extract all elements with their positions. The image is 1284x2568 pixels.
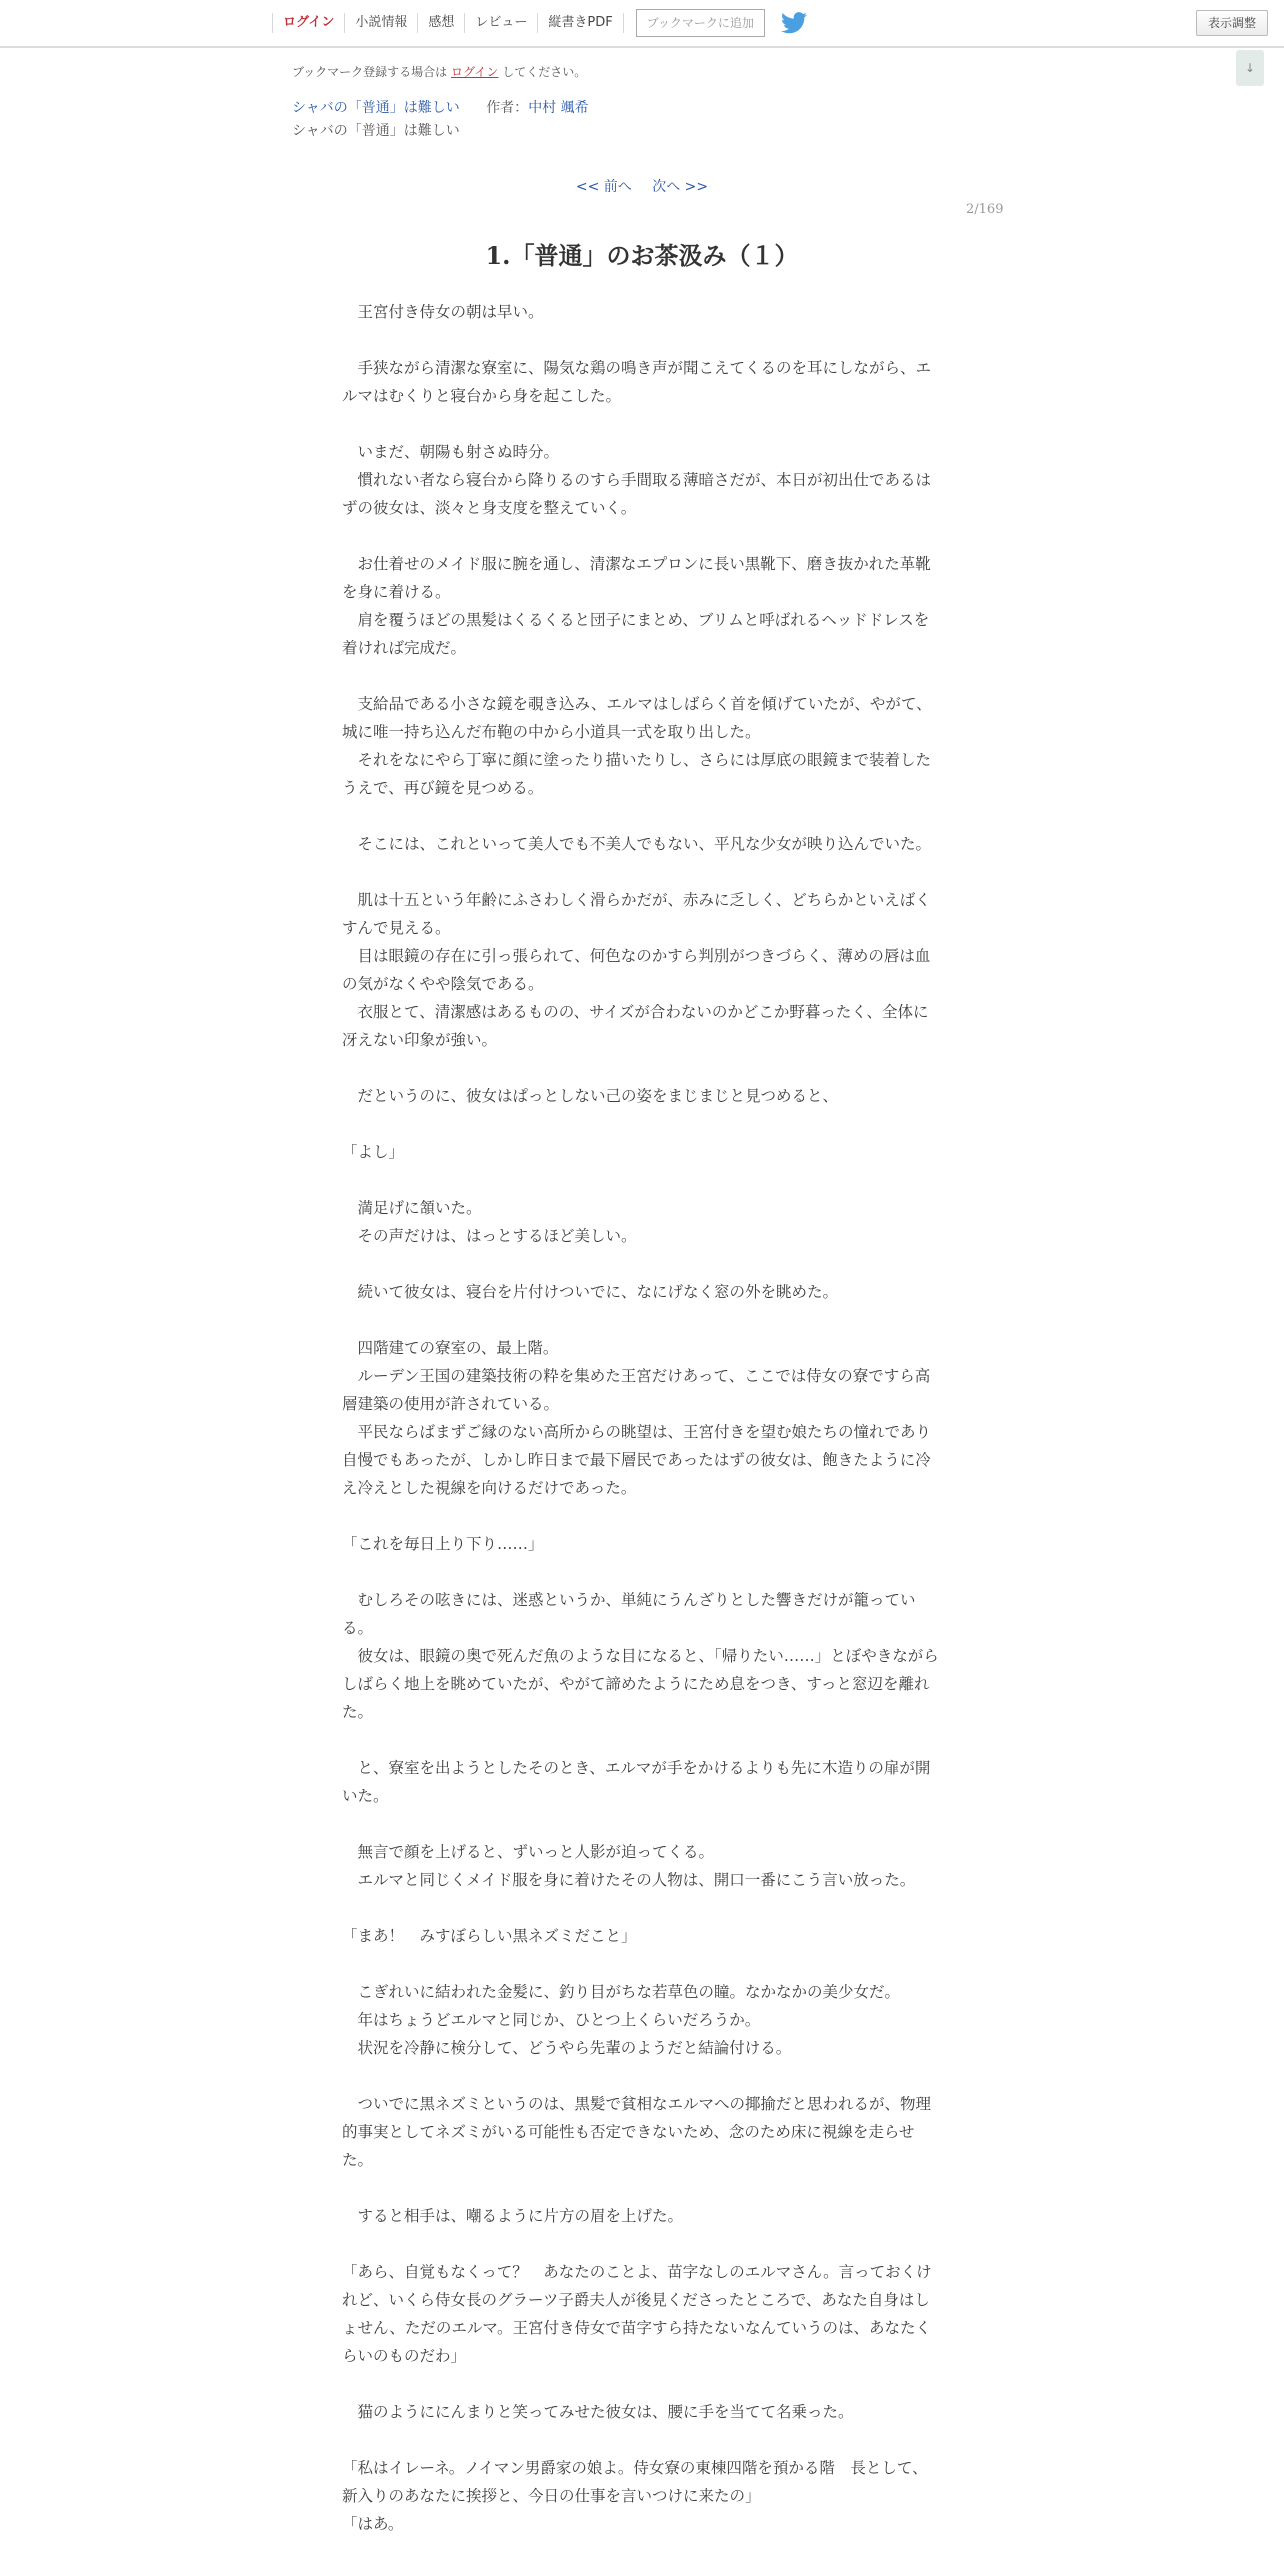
global-nav [272,0,807,46]
novel-paragraph: エルマと同じくメイド服を身に着けたその人物は、開口一番にこう言い放った。 [342,1871,916,1889]
bookmark-notice [292,63,586,80]
novel-paragraph: 彼女は、眼鏡の奥で死んだ魚のような目になると、「帰りたい……」とぼやきながらしばらく地上を眺めていたが、やがて諦めたようにため息をつき、すっと窓辺を離れた。 [342,1647,939,1721]
novel-paragraph [342,1502,942,1530]
chapter-title: 1.「普通」のお茶汲み（１） [485,241,799,270]
novel-paragraph: 支給品である小さな鏡を覗き込み、エルマはしばらく首を傾げていたが、やがて、城に唯一持ち込んだ布鞄の中から小道具一式を取り出した。 [342,695,932,741]
page-count: 2/169 [966,202,1004,217]
novel-paragraph: 「これを毎日上り下り……」 [342,1535,544,1553]
novel-paragraph [342,522,942,550]
novel-paragraph: ルーデン王国の建築技術の粋を集めた王宮だけあって、ここでは侍女の寮ですら高層建築の使用が許されている。 [342,1367,931,1413]
novel-paragraph [342,2174,942,2202]
novel-paragraph: 続いて彼女は、寝台を片付けついでに、なにげなく窓の外を眺めた。 [342,1283,839,1301]
prev-link[interactable]: << 前へ [575,179,632,195]
novel-paragraph [342,2062,942,2090]
display-adjust-button[interactable]: 表示調整 [1196,10,1268,36]
novel-paragraph [342,1894,942,1922]
novel-paragraph: すると相手は、嘲るように片方の眉を上げた。 [342,2207,684,2225]
novel-paragraph [342,326,942,354]
nav-review[interactable]: レビュー [464,13,537,33]
novel-paragraph [342,858,942,886]
novel-paragraph [342,1558,942,1586]
novel-paragraph [342,2370,942,2398]
chapter-pager [0,176,1284,196]
novel-paragraph [342,2426,942,2454]
notice-suffix: してください。 [502,65,587,79]
novel-paragraph [342,1306,942,1334]
novel-paragraph: 「まあ！ みすぼらしい黒ネズミだこと」 [342,1927,637,1945]
novel-paragraph [342,662,942,690]
novel-meta [292,97,589,117]
novel-paragraph: 肌は十五という年齢にふさわしく滑らかだが、赤みに乏しく、どちらかといえばくすんで見える。 [342,891,931,937]
novel-paragraph: 四階建ての寮室の、最上階。 [342,1339,559,1357]
novel-paragraph [342,802,942,830]
novel-paragraph: 「私はイレーネ。ノイマン男爵家の娘よ。侍女寮の東棟四階を預かる階 長として、新入りのあなたに挨拶と、今日の仕事を言いつけに来たの」 [342,2459,928,2505]
novel-paragraph: そこには、これといって美人でも不美人でもない、平凡な少女が映り込んでいた。 [342,835,932,853]
novel-paragraph: 年はちょうどエルマと同じか、ひとつ上くらいだろうか。 [342,2011,761,2029]
series-title-link[interactable]: シャバの「普通」は難しい [292,100,460,116]
novel-paragraph: 王宮付き侍女の朝は早い。 [342,303,544,321]
novel-paragraph: 「はあ。 [342,2515,404,2533]
novel-paragraph [342,2230,942,2258]
novel-paragraph: それをなにやら丁寧に顔に塗ったり描いたりし、さらには厚底の眼鏡まで装着したうえで、再び鏡を見つめる。 [342,751,932,797]
notice-prefix: ブックマーク登録する場合は [292,65,448,79]
novel-paragraph: その声だけは、はっとするほど美しい。 [342,1227,637,1245]
novel-paragraph [342,1250,942,1278]
novel-paragraph: だというのに、彼女はぱっとしない己の姿をまじまじと見つめると、 [342,1087,839,1105]
novel-paragraph: 「あら、自覚もなくって？ あなたのことよ、苗字なしのエルマさん。言っておくけれど、いくら侍女長のグラーツ子爵夫人が後見くださったところで、あなた自身はしょせん、ただのエルマ。王宮付き侍女で苗字すら持たないなんていうのは、あなたくらいのものだわ」 [342,2263,932,2365]
novel-paragraph: 慣れない者なら寝台から降りるのすら手間取る薄暗さだが、本日が初出仕であるはずの彼女は、淡々と身支度を整えていく。 [342,471,932,517]
novel-subtitle: シャバの「普通」は難しい [292,123,460,139]
novel-paragraph: 目は眼鏡の存在に引っ張られて、何色なのかすら判別がつきづらく、薄めの唇は血の気がなくやや陰気である。 [342,947,931,993]
novel-paragraph [342,1950,942,1978]
novel-paragraph: 肩を覆うほどの黒髪はくるくると団子にまとめ、ブリムと呼ばれるヘッドドレスを着ければ完成だ。 [342,611,930,657]
novel-body [342,298,942,2538]
novel-paragraph: 「よし」 [342,1143,405,1161]
novel-paragraph: 平民ならばまずご縁のない高所からの眺望は、王宮付きを望む娘たちの憧れであり自慢でもあったが、しかし昨日まで最下層民であったはずの彼女は、飽きたように冷え冷えとした視線を向けるだけであった。 [342,1423,932,1497]
top-bar [0,0,1284,48]
novel-paragraph: 手狭ながら清潔な寮室に、陽気な鶏の鳴き声が聞こえてくるのを耳にしながら、エルマはむくりと寝台から身を起こした。 [342,359,932,405]
novel-paragraph [342,410,942,438]
scroll-down-icon[interactable]: ↓ [1236,50,1264,86]
nav-impressions[interactable]: 感想 [417,13,464,33]
notice-login-link[interactable]: ログイン [451,65,499,79]
novel-paragraph: 猫のようににんまりと笑ってみせた彼女は、腰に手を当てて名乗った。 [342,2403,854,2421]
add-bookmark-button[interactable]: ブックマークに追加 [636,9,765,37]
novel-paragraph: いまだ、朝陽も射さぬ時分。 [342,443,560,461]
nav-login[interactable]: ログイン [272,13,344,33]
novel-paragraph [342,1810,942,1838]
next-link[interactable]: 次へ >> [652,179,709,195]
nav-novel-info[interactable]: 小説情報 [344,13,417,33]
author-link[interactable]: 中村 颯希 [528,100,589,116]
novel-paragraph: 無言で顔を上げると、ずいっと人影が迫ってくる。 [342,1843,715,1861]
novel-paragraph: 状況を冷静に検分して、どうやら先輩のようだと結論付ける。 [342,2039,792,2057]
novel-paragraph: 満足げに頷いた。 [342,1199,482,1217]
novel-paragraph [342,1110,942,1138]
novel-paragraph [342,1726,942,1754]
novel-paragraph: と、寮室を出ようとしたそのとき、エルマが手をかけるよりも先に木造りの扉が開いた。 [342,1759,931,1805]
nav-vertical-pdf[interactable]: 縦書きPDF [537,13,623,33]
novel-paragraph: ついでに黒ネズミというのは、黒髪で貧相なエルマへの揶揄だと思われるが、物理的事実としてネズミがいる可能性も否定できないため、念のため床に視線を走らせた。 [342,2095,932,2169]
novel-paragraph: お仕着せのメイド服に腕を通し、清潔なエプロンに長い黒靴下、磨き抜かれた革靴を身に着ける。 [342,555,931,601]
author-label: 作者： [486,100,529,116]
novel-paragraph: むしろその呟きには、迷惑というか、単純にうんざりとした響きだけが籠っている。 [342,1591,916,1637]
novel-paragraph [342,1054,942,1082]
novel-paragraph: 衣服とて、清潔感はあるものの、サイズが合わないのかどこか野暮ったく、全体に冴えない印象が強い。 [342,1003,929,1049]
novel-paragraph: こぎれいに結われた金髪に、釣り目がちな若草色の瞳。なかなかの美少女だ。 [342,1983,901,2001]
novel-paragraph [342,1166,942,1194]
twitter-icon[interactable] [781,12,807,34]
